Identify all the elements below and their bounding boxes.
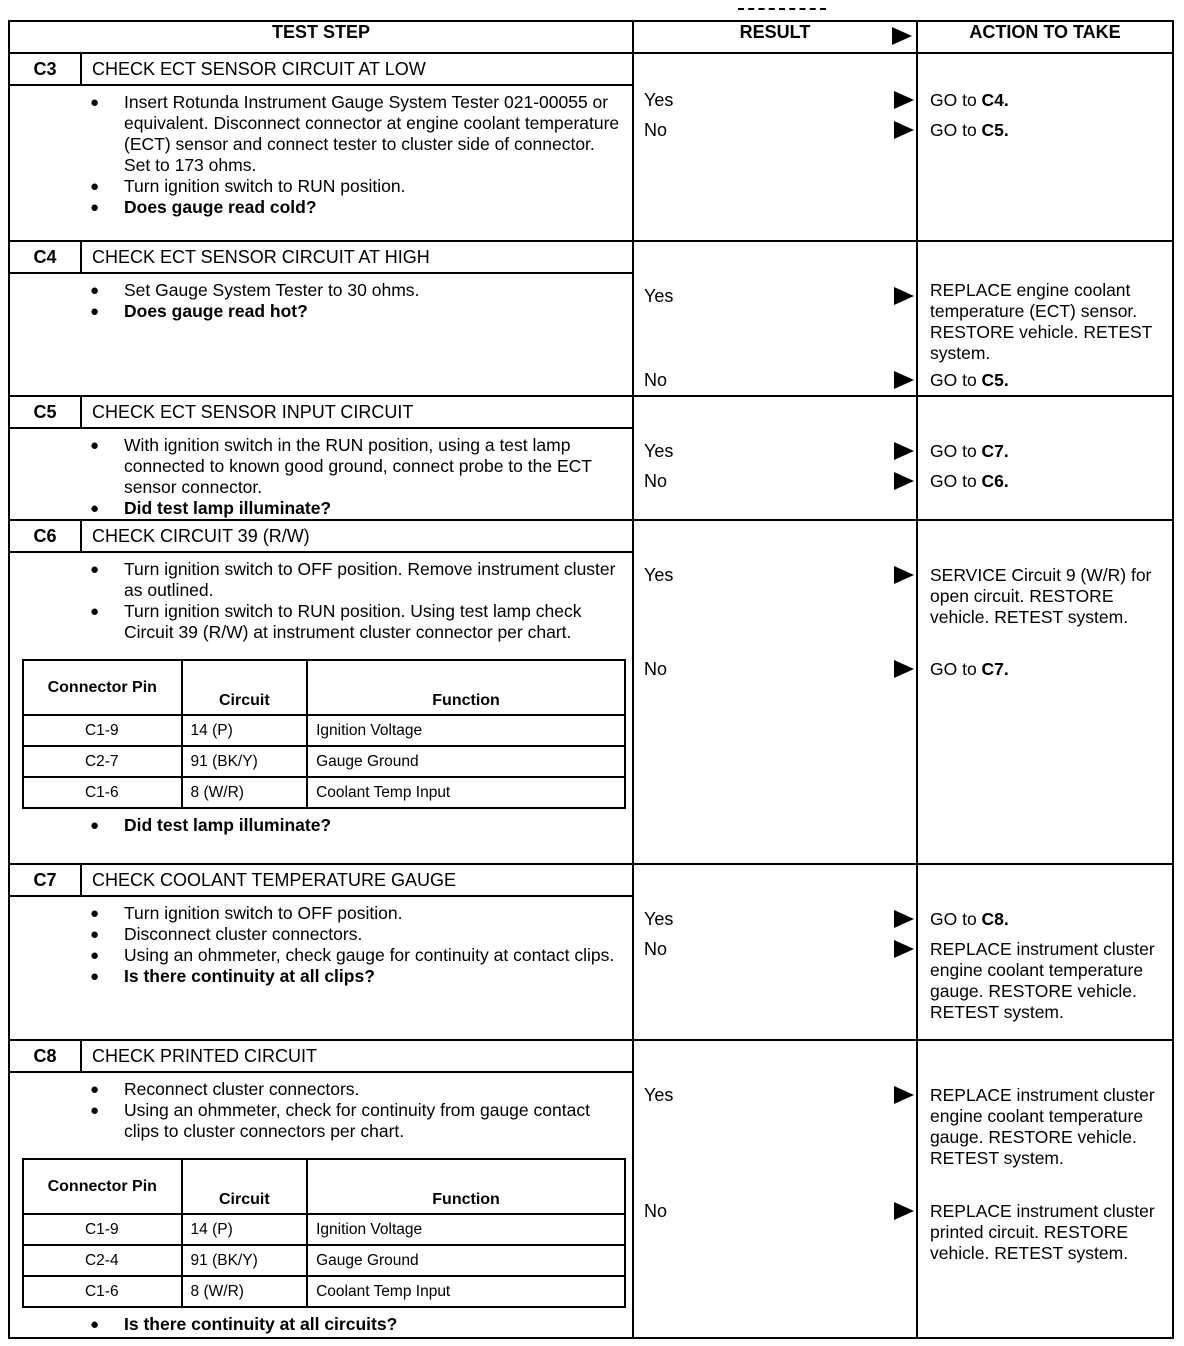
action-item <box>930 1201 1164 1264</box>
chart-row <box>23 746 625 777</box>
chart-cell: C2-7 <box>23 746 182 777</box>
result-item <box>644 441 673 462</box>
diagnostic-table <box>8 20 1174 1339</box>
test-step-cell <box>9 396 633 520</box>
arrow-icon <box>894 566 914 584</box>
result-label: No <box>644 939 668 959</box>
action-cell <box>917 53 1173 241</box>
question-list <box>10 1314 632 1335</box>
test-step-cell <box>9 864 633 1040</box>
step-row <box>9 396 1173 520</box>
question-item: ● Did test lamp illuminate? <box>90 498 632 519</box>
step-link[interactable]: C5. <box>981 120 1009 140</box>
question-item: ● Does gauge read cold? <box>90 197 632 218</box>
chart-header: Circuit <box>182 1159 308 1214</box>
arrow-icon <box>894 287 914 305</box>
action-text: GO to <box>930 471 982 491</box>
step-link[interactable]: C4. <box>981 90 1009 110</box>
question-item: ● Is there continuity at all clips? <box>90 966 632 987</box>
bullet-item: ● Using an ohmmeter, check gauge for continuity at contact clips. <box>90 945 632 966</box>
step-link[interactable]: C8. <box>981 909 1009 929</box>
action-text: SERVICE Circuit 9 (W/R) for open circuit. RESTORE vehicle. RETEST system. <box>930 565 1152 627</box>
bullet-item: ● With ignition switch in the RUN position, using a test lamp connected to known good ground, connect probe to the ECT sensor connector. <box>90 435 632 498</box>
result-label: Yes <box>644 286 674 306</box>
result-label: Yes <box>644 1085 674 1105</box>
top-decorative-dashes <box>738 2 826 10</box>
action-item <box>930 370 1164 391</box>
action-text: GO to <box>930 370 982 390</box>
chart-row <box>23 1276 625 1307</box>
result-item <box>644 1085 673 1106</box>
action-item <box>930 280 1164 364</box>
chart-cell: 14 (P) <box>182 715 308 746</box>
result-label: No <box>644 659 668 679</box>
result-item <box>644 90 673 111</box>
action-item <box>930 909 1164 930</box>
chart-cell: Ignition Voltage <box>307 1214 625 1245</box>
chart-row <box>23 1245 625 1276</box>
result-label: No <box>644 471 668 491</box>
action-item <box>930 441 1164 462</box>
action-item <box>930 471 1164 492</box>
test-step-cell <box>9 1040 633 1338</box>
step-title: CHECK COOLANT TEMPERATURE GAUGE <box>92 869 457 890</box>
action-item <box>930 90 1164 111</box>
chart-cell: 8 (W/R) <box>182 1276 308 1307</box>
arrow-icon <box>892 27 912 45</box>
action-cell <box>917 520 1173 864</box>
step-title: CHECK CIRCUIT 39 (R/W) <box>92 525 310 546</box>
chart-header: Function <box>307 660 625 715</box>
chart-row <box>23 1214 625 1245</box>
step-header <box>10 865 632 897</box>
question-item: ● Does gauge read hot? <box>90 301 632 322</box>
connector-chart <box>22 659 626 809</box>
step-id: C8 <box>10 1041 82 1071</box>
chart-cell: C1-9 <box>23 715 182 746</box>
step-row <box>9 864 1173 1040</box>
step-id: C7 <box>10 865 82 895</box>
chart-cell: Ignition Voltage <box>307 715 625 746</box>
chart-header-row <box>23 660 625 715</box>
chart-cell: Coolant Temp Input <box>307 777 625 808</box>
step-id: C3 <box>10 54 82 84</box>
result-label: No <box>644 1201 668 1221</box>
bullet-item: ● Insert Rotunda Instrument Gauge System Tester 021-00055 or equivalent. Disconnect connector at engine coolant temperature (ECT) sensor and connect tester to cluster side of connector. Set to 173 ohms. <box>90 92 632 176</box>
bullet-item: ● Turn ignition switch to OFF position. <box>90 903 632 924</box>
result-item <box>644 565 673 586</box>
step-header <box>10 1041 632 1073</box>
chart-cell: Gauge Ground <box>307 746 625 777</box>
step-header <box>10 397 632 429</box>
arrow-icon <box>894 940 914 958</box>
bullet-list <box>10 92 632 218</box>
step-id: C6 <box>10 521 82 551</box>
result-item <box>644 370 667 391</box>
bullet-item: ● Disconnect cluster connectors. <box>90 924 632 945</box>
header-action: ACTION TO TAKE <box>917 21 1173 53</box>
action-text: GO to <box>930 659 982 679</box>
step-row <box>9 1040 1173 1338</box>
result-cell <box>633 396 917 520</box>
result-cell <box>633 241 917 396</box>
chart-cell: 91 (BK/Y) <box>182 1245 308 1276</box>
result-label: Yes <box>644 909 674 929</box>
result-cell <box>633 520 917 864</box>
action-item <box>930 120 1164 141</box>
bullet-item: ● Turn ignition switch to RUN position. Using test lamp check Circuit 39 (R/W) at instrument cluster connector per chart. <box>90 601 632 643</box>
connector-chart <box>22 1158 626 1308</box>
action-text: GO to <box>930 909 982 929</box>
result-item <box>644 909 673 930</box>
arrow-icon <box>894 91 914 109</box>
result-item <box>644 471 667 492</box>
step-title: CHECK ECT SENSOR CIRCUIT AT LOW <box>92 58 426 79</box>
result-label: Yes <box>644 90 674 110</box>
arrow-icon <box>894 121 914 139</box>
step-id: C4 <box>10 242 82 272</box>
step-link[interactable]: C6. <box>981 471 1009 491</box>
chart-cell: 91 (BK/Y) <box>182 746 308 777</box>
step-link[interactable]: C5. <box>981 370 1009 390</box>
result-label: Yes <box>644 441 674 461</box>
chart-cell: 8 (W/R) <box>182 777 308 808</box>
action-text: REPLACE instrument cluster engine coolant temperature gauge. RESTORE vehicle. RETEST system. <box>930 1085 1155 1168</box>
bullet-item: ● Turn ignition switch to RUN position. <box>90 176 632 197</box>
chart-cell: C1-9 <box>23 1214 182 1245</box>
chart-header: Connector Pin <box>23 660 182 715</box>
action-item <box>930 565 1164 628</box>
action-item <box>930 939 1164 1023</box>
arrow-icon <box>894 910 914 928</box>
test-step-cell <box>9 241 633 396</box>
action-text: GO to <box>930 441 982 461</box>
result-item <box>644 939 667 960</box>
arrow-icon <box>894 371 914 389</box>
arrow-icon <box>894 472 914 490</box>
action-text: REPLACE instrument cluster printed circuit. RESTORE vehicle. RETEST system. <box>930 1201 1155 1263</box>
result-item <box>644 120 667 141</box>
bullet-list <box>10 280 632 322</box>
action-text: GO to <box>930 120 982 140</box>
arrow-icon <box>894 660 914 678</box>
step-header <box>10 54 632 86</box>
test-step-cell <box>9 520 633 864</box>
question-list <box>10 815 632 836</box>
result-item <box>644 286 673 307</box>
step-header <box>10 242 632 274</box>
action-text: GO to <box>930 90 982 110</box>
step-title: CHECK ECT SENSOR CIRCUIT AT HIGH <box>92 246 430 267</box>
bullet-item: ● Set Gauge System Tester to 30 ohms. <box>90 280 632 301</box>
bullet-item: ● Turn ignition switch to OFF position. Remove instrument cluster as outlined. <box>90 559 632 601</box>
chart-cell: 14 (P) <box>182 1214 308 1245</box>
question-item: ● Did test lamp illuminate? <box>90 815 632 836</box>
bullet-list <box>10 903 632 987</box>
chart-cell: C2-4 <box>23 1245 182 1276</box>
step-title: CHECK ECT SENSOR INPUT CIRCUIT <box>92 401 414 422</box>
chart-header: Circuit <box>182 660 308 715</box>
action-cell <box>917 241 1173 396</box>
step-row <box>9 241 1173 396</box>
header-result-label: RESULT <box>739 22 811 42</box>
result-cell <box>633 864 917 1040</box>
step-row <box>9 520 1173 864</box>
test-step-cell <box>9 53 633 241</box>
result-item <box>644 659 667 680</box>
chart-header: Function <box>307 1159 625 1214</box>
question-item: ● Is there continuity at all circuits? <box>90 1314 632 1335</box>
action-item <box>930 1085 1164 1169</box>
chart-cell: C1-6 <box>23 777 182 808</box>
bullet-item: ● Using an ohmmeter, check for continuity from gauge contact clips to cluster connectors per chart. <box>90 1100 632 1142</box>
arrow-icon <box>894 1086 914 1104</box>
action-cell <box>917 396 1173 520</box>
result-item <box>644 1201 667 1222</box>
result-label: Yes <box>644 565 674 585</box>
chart-cell: Coolant Temp Input <box>307 1276 625 1307</box>
action-cell <box>917 864 1173 1040</box>
step-id: C5 <box>10 397 82 427</box>
chart-row <box>23 715 625 746</box>
chart-cell: Gauge Ground <box>307 1245 625 1276</box>
result-cell <box>633 1040 917 1338</box>
bullet-list <box>10 559 632 643</box>
step-title: CHECK PRINTED CIRCUIT <box>92 1045 318 1066</box>
step-row <box>9 53 1173 241</box>
header-result <box>633 21 917 53</box>
result-label: No <box>644 120 668 140</box>
chart-header-row <box>23 1159 625 1214</box>
arrow-icon <box>894 1202 914 1220</box>
chart-header: Connector Pin <box>23 1159 182 1214</box>
bullet-list <box>10 1079 632 1142</box>
bullet-list <box>10 435 632 519</box>
arrow-icon <box>894 442 914 460</box>
step-link[interactable]: C7. <box>981 441 1009 461</box>
header-test-step: TEST STEP <box>9 21 633 53</box>
chart-row <box>23 777 625 808</box>
action-text: REPLACE engine coolant temperature (ECT) sensor. RESTORE vehicle. RETEST system. <box>930 280 1153 363</box>
result-cell <box>633 53 917 241</box>
chart-cell: C1-6 <box>23 1276 182 1307</box>
result-label: No <box>644 370 668 390</box>
action-cell <box>917 1040 1173 1338</box>
bullet-item: ● Reconnect cluster connectors. <box>90 1079 632 1100</box>
action-text: REPLACE instrument cluster engine coolant temperature gauge. RESTORE vehicle. RETEST system. <box>930 939 1155 1022</box>
action-item <box>930 659 1164 680</box>
step-header <box>10 521 632 553</box>
step-link[interactable]: C7. <box>981 659 1009 679</box>
